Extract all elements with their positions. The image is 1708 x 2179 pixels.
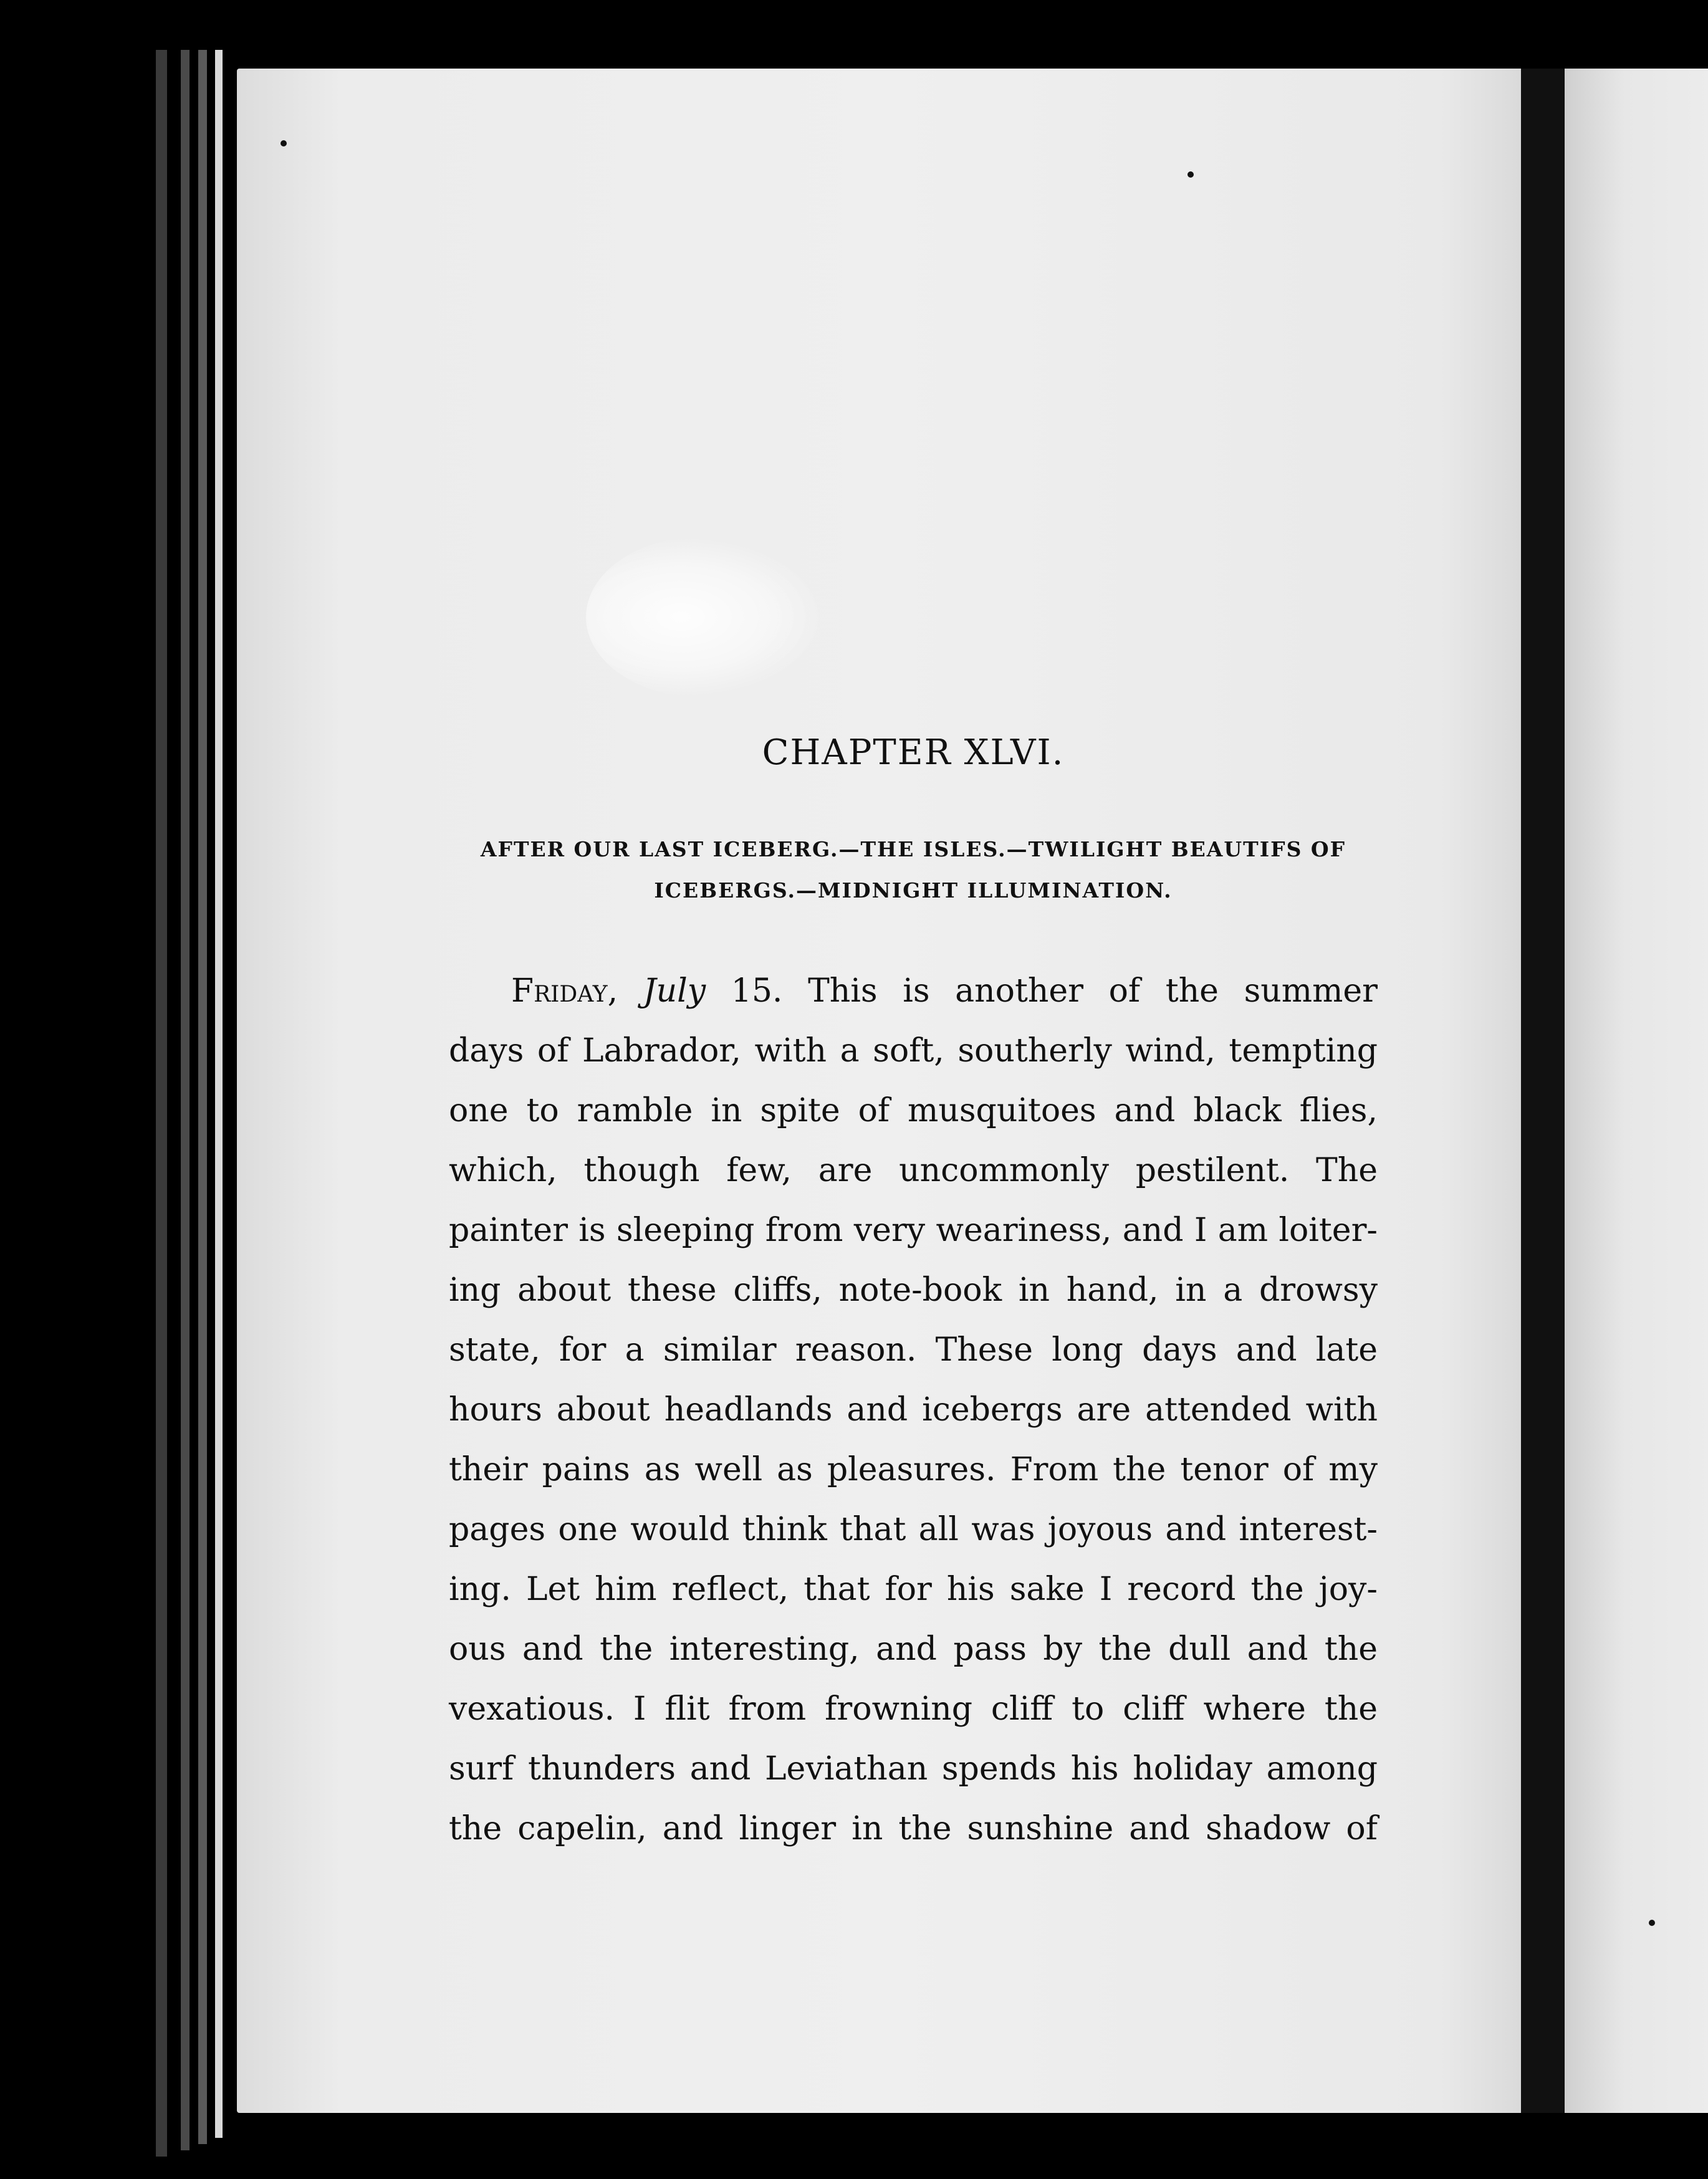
body-line: hours about headlands and icebergs are attended with: [449, 1391, 1378, 1429]
chapter-title: CHAPTER XLVI.: [762, 732, 1065, 773]
speck: [281, 140, 287, 146]
date-number: 15.: [731, 972, 783, 1010]
day-name: Friday,: [511, 972, 618, 1010]
page-edge: [198, 50, 207, 2144]
body-line: ing. Let him reflect, that for his sake I record the joy-: [449, 1571, 1378, 1608]
page-edge: [181, 50, 190, 2150]
speck: [1649, 1920, 1655, 1926]
body-line: painter is sleeping from very weariness, and I am loiter-: [449, 1212, 1378, 1249]
page-edge: [215, 50, 223, 2138]
page-content: [449, 732, 1378, 1859]
facing-page-edge: [1565, 69, 1708, 2113]
body-line: the capelin, and linger in the sunshine and shadow of: [449, 1810, 1378, 1847]
body-line: their pains as well as pleasures. From the tenor of my: [449, 1451, 1378, 1488]
body-text: [449, 961, 1378, 1859]
body-line: one to ramble in spite of musquitoes and black flies,: [449, 1092, 1378, 1129]
body-line: state, for a similar reason. These long days and late: [449, 1331, 1378, 1369]
paper-stain: [586, 536, 823, 698]
body-line: surf thunders and Leviathan spends his holiday among: [449, 1750, 1378, 1788]
book-gutter: [1521, 69, 1565, 2113]
date-month: July: [643, 972, 706, 1010]
speck: [1187, 171, 1194, 178]
body-line: which, though few, are uncommonly pestilent. The: [449, 1152, 1378, 1189]
chapter-summary: [449, 829, 1378, 911]
chapter-summary-line: AFTER OUR LAST ICEBERG.—THE ISLES.—TWILIGHT BEAUTIFS OF: [480, 837, 1346, 861]
body-line: ing about these cliffs, note-book in hand, in a drowsy: [449, 1271, 1378, 1309]
body-line: vexatious. I flit from frowning cliff to cliff where the: [449, 1690, 1378, 1728]
page-edge: [156, 50, 167, 2157]
body-line-text: This is another of the summer: [808, 972, 1378, 1010]
body-line: days of Labrador, with a soft, southerly wind, tempting: [449, 1032, 1378, 1070]
body-line: [449, 961, 1378, 1021]
body-line: ous and the interesting, and pass by the dull and the: [449, 1631, 1378, 1668]
chapter-summary-line: ICEBERGS.—MIDNIGHT ILLUMINATION.: [654, 878, 1173, 903]
body-line: pages one would think that all was joyous and interest-: [449, 1511, 1378, 1548]
